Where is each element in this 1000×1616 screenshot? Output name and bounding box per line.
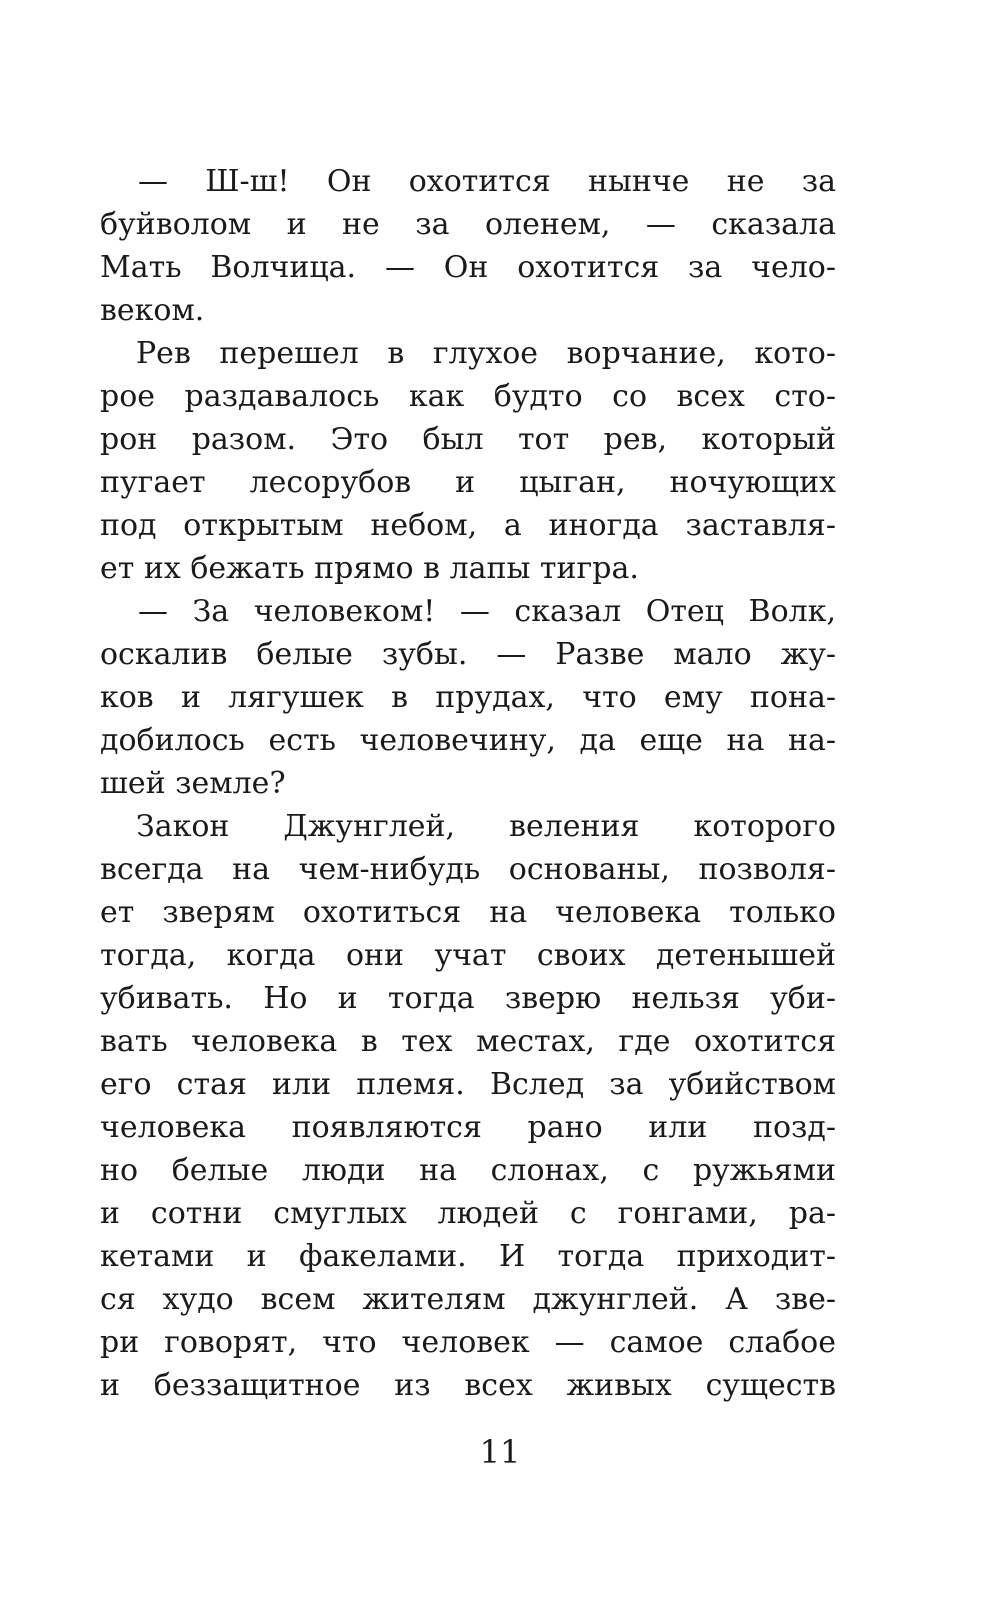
text-line-16: Закон Джунглей, веления которого: [136, 809, 836, 844]
text-line-24: но белые люди на слонах, с ружьями: [100, 1153, 836, 1188]
text-line-13: ков и лягушек в прудах, что ему пона-: [100, 680, 836, 715]
text-line-20: убивать. Но и тогда зверю нельзя уби-: [100, 981, 836, 1016]
text-line-21: вать человека в тех местах, где охотится: [100, 1024, 836, 1059]
text-line-1: — Ш-ш! Он охотится нынче не за: [138, 164, 836, 199]
body-text: [100, 160, 836, 1407]
text-line-7: рон разом. Это был тот рев, который: [100, 422, 836, 457]
text-line-29: и беззащитное из всех живых существ: [100, 1368, 836, 1403]
text-line-27: ся худо всем жителям джунглей. А зве-: [100, 1282, 836, 1317]
text-line-15: шей земле?: [100, 766, 286, 801]
text-line-10: ет их бежать прямо в лапы тигра.: [100, 551, 639, 586]
text-line-9: под открытым небом, а иногда заставля-: [100, 508, 836, 543]
text-line-12: оскалив белые зубы. — Разве мало жу-: [100, 637, 836, 672]
text-line-23: человека появляются рано или позд-: [100, 1110, 836, 1145]
text-line-5: Рев перешел в глухое ворчание, кото-: [136, 336, 836, 371]
text-line-6: рое раздавалось как будто со всех сто-: [100, 379, 836, 414]
text-line-19: тогда, когда они учат своих детенышей: [100, 938, 836, 973]
text-line-14: добилось есть человечину, да еще на на-: [100, 723, 836, 758]
text-line-25: и сотни смуглых людей с гонгами, ра-: [100, 1196, 836, 1231]
text-line-3: Мать Волчица. — Он охотится за чело-: [100, 250, 836, 285]
text-line-8: пугает лесорубов и цыган, ночующих: [100, 465, 836, 500]
text-line-18: ет зверям охотиться на человека только: [100, 895, 836, 930]
text-line-2: буйволом и не за оленем, — сказала: [100, 207, 836, 242]
text-line-22: его стая или племя. Вслед за убийством: [100, 1067, 836, 1102]
text-line-26: кетами и факелами. И тогда приходит-: [100, 1239, 836, 1274]
page-number: 11: [479, 1433, 521, 1471]
text-line-28: ри говорят, что человек — самое слабое: [100, 1325, 836, 1360]
text-line-4: веком.: [100, 293, 205, 328]
text-line-17: всегда на чем-нибудь основаны, позволя-: [100, 852, 836, 887]
text-line-11: — За человеком! — сказал Отец Волк,: [138, 594, 836, 629]
